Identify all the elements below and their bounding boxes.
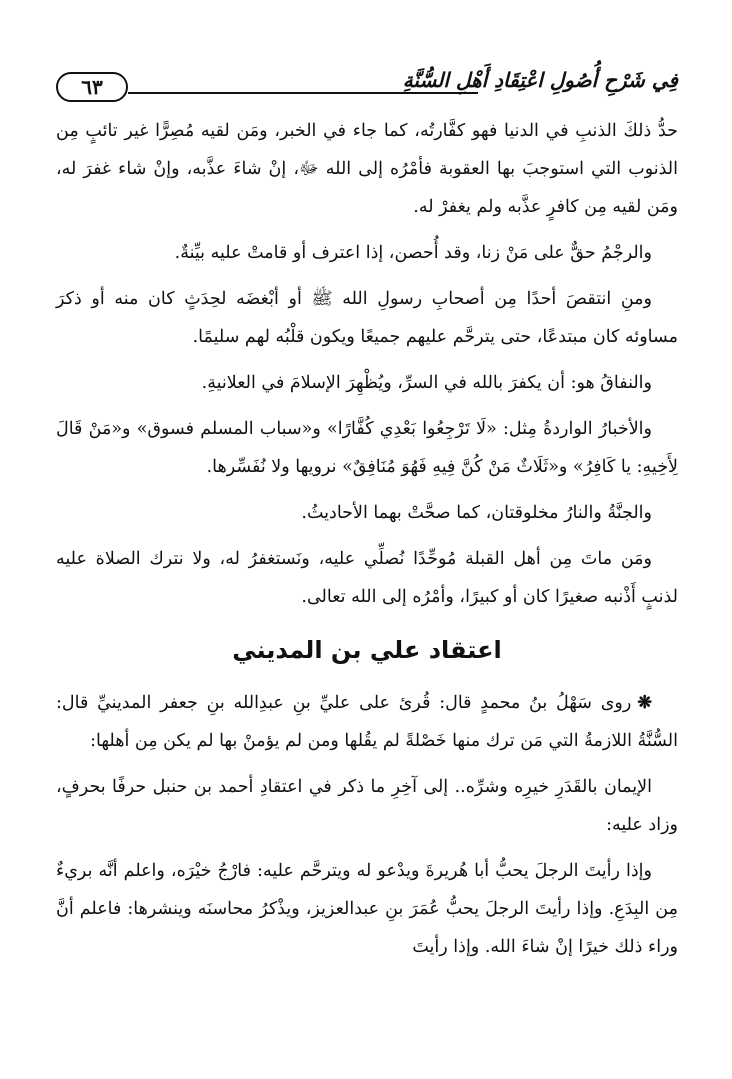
- paragraph: والجنَّةُ والنارُ مخلوقتان، كما صحَّتْ بهما الأحاديثُ.: [301, 503, 652, 523]
- paragraph: والرجْمُ حقٌّ على مَنْ زنا، وقد أُحصن، إذا اعترف أو قامتْ عليه بيِّنةٌ.: [174, 243, 652, 263]
- paragraph: [56, 684, 678, 760]
- body-text: [56, 112, 678, 974]
- paragraph: وإذا رأيتَ الرجلَ يحبُّ أبا هُريرةَ ويدْعو له ويترحَّم عليه: فارْجُ خيْرَه، واعلم أنَّه بريءٌ مِن البِدَعِ. وإذا رأيتَ الرجلَ يحبُّ عُمَرَ بنِ عبدالعزيز، ويذْكرُ محاسنَه وينشرها: فاعلم أنَّ وراء ذلك خيرًا إنْ شاءَ الله. وإذا رأيتَ: [56, 861, 678, 957]
- page-number: ٦٣: [56, 72, 128, 102]
- running-title: فِي شَرْحِ أُصُولِ اعْتِقَادِ أَهْلِ السُّنَّةِ: [402, 68, 678, 92]
- paragraph: الإيمان بالقَدَرِ خيرِه وشرِّه.. إلى آخِرِ ما ذكر في اعتقادِ أحمد بن حنبل حرفًا بحرفٍ، وزاد عليه:: [56, 777, 678, 835]
- paragraph-text: روى سَهْلُ بنُ محمدٍ قال: قُرئ على عليِّ بنِ عبدِالله بنِ جعفر المدينيِّ قال: السُّنَّةُ اللازمةُ التي مَن ترك منها خَصْلةً لم يقُلها ومن لم يؤمنْ بها لم يكن مِن أهلها:: [56, 693, 678, 751]
- section-heading: اعتقاد علي بن المديني: [232, 636, 502, 664]
- paragraph: والنفاقُ هو: أن يكفرَ بالله في السرِّ، ويُظْهِرَ الإسلامَ في العلانيةِ.: [201, 373, 652, 393]
- paragraph: والأخبارُ الواردةُ مِثل: «لَا تَرْجِعُوا بَعْدِي كُفَّارًا» و«سباب المسلم فسوق» و«مَنْ قَالَ لِأَخِيهِ: يا كَافِرُ» و«ثَلَاثٌ مَنْ كُنَّ فِيهِ فَهُوَ مُنَافِقٌ» نرويها ولا نُفَسِّرها.: [56, 419, 678, 477]
- header-divider: [128, 92, 478, 94]
- page-header: [50, 62, 678, 110]
- paragraph: ومنِ انتقصَ أحدًا مِن أصحابِ رسولِ الله ﷺ أو أبْغضَه لحِدَثٍ كان منه أو ذكرَ مساوئه كان مبتدعًا، حتى يترحَّم عليهم جميعًا ويكون قلْبُه لهم سليمًا.: [56, 289, 678, 347]
- paragraph: حدُّ ذلكَ الذنبِ في الدنيا فهو كفَّارتُه، كما جاء في الخبر، ومَن لقيه مُصِرًّا غير تائبٍ مِن الذنوب التي استوجبَ بها العقوبة فأمْرُه إلى الله ﷻ، إنْ شاءَ عذَّبه، وإنْ شاء غفرَ له، ومَن لقيه مِن كافرٍ عذَّبه ولم يغفرْ له.: [56, 121, 678, 217]
- paragraph: ومَن ماتَ مِن أهل القبلة مُوحِّدًا نُصلِّي عليه، ونَستغفرُ له، ولا نترك الصلاة عليه لذنبٍ أَذْنبه صغيرًا كان أو كبيرًا، وأمْرُه إلى الله تعالى.: [56, 549, 678, 607]
- star-icon: ❋: [637, 693, 652, 713]
